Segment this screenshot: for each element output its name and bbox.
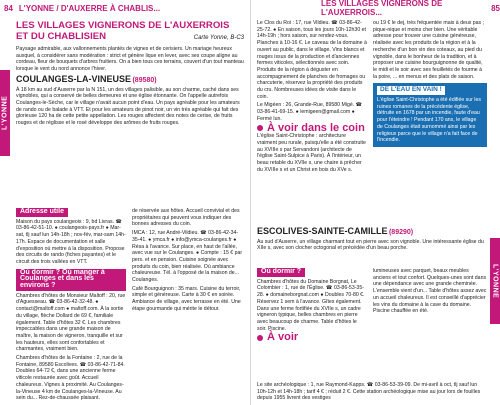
a-voir-title: À voir: [267, 331, 299, 344]
right-column-2: [373, 20, 487, 147]
eglise-entry: L'église Saint-Christophe : architecture vraiment peu rurale, puisqu'elle a été construite au XVIIIe s par Servandoni (architecte de l'église Saint-Sulpice à Paris). À l'intérieur, un beau retable du XVIIe s, une chaire à prêcher du XVIIIe s et un Christ en bois du XVe s.: [257, 133, 366, 173]
voir-coin-heading: [257, 121, 367, 134]
site-archeo-entry: Le site archéologique : 1, rue Raymond-Kapps. ☎ 03-86-53-39-09. De mi-avril à oct, tlj sauf lun 10h-12h et 14h-18h ; tarif 4 € ; réduit 2 €. Cette station archéologique mise au jour lors de fouilles depuis 1955 livrent des vestiges: [257, 382, 481, 402]
adresse-utile-heading: Adresse utile: [16, 208, 68, 217]
left-side-tab: L'YONNE: [0, 70, 10, 156]
left-page-number: 84: [4, 3, 13, 13]
town2-postcode: (89290): [388, 229, 414, 236]
arrow-bullet-icon: [257, 335, 263, 341]
town-name: COULANGES-LA-VINEUSE: [16, 73, 132, 84]
left-header: [0, 0, 250, 16]
info-box-heading: DE L'EAU EN VAIN !: [377, 86, 445, 95]
restaurant-continued: ou 19 € le dej, très fréquentée mais à deux pas ; pique-nique et moins cher bien. Une véritable adresse pour trouver une cuisine généreuse, réalisée avec les produits de la région et à la recherche d'un bon vin des coteaux, au pied du vignoble, dans le bonheur de la tradition, et à proposer une cuisine bourguignonne de qualité, le midi et le soir avec ses feuilletés de fourme à la poire, ... en menus et des plats de saison.: [373, 20, 485, 80]
dormir-item: Chambres d'hôtes de Monsieur Maltoff : 20, rue d'Aguesseau. ☎ 03-86-42-32-48. ● contact@maltoff.com ● maltoff.com. À la sortie du village, flèche Dollard de 69 €, familiale également. Table d'hôtes 32 €. Les chambres impeccables dans une grande maison de maître, la maison de vigneron, tranquille et sur les hauteurs, elles sont confortables et charmantes, vraiment bien.: [16, 292, 126, 353]
voir-coin-title: À voir dans le coin: [267, 121, 365, 134]
town2-name: ESCOLIVES-SAINTE-CAMILLE: [257, 226, 388, 236]
left-column-2: [132, 208, 244, 315]
clos-du-roi-entry: Le Clos du Roi : 17, rue Vildieu. ☎ 03-86-42-25-72. ● En saison, tous les jours 10h-12h30 et 14h-19h ; hors saison, sur rendez-vous. Planches à 10-16 €. Le caveau de la domaine à ouvert au public, dans le village. Vins blancs et rouges issus de la production et d'anciennes fermes viticoles, sélectionnés avec soin. Produits de la région à déguster en accompagnement de planches de fromages ou charcuterie, réservez la propriété des produits du cru. Nombreuses idées de visite dans le coin.: [257, 20, 367, 100]
arrow-bullet-icon: [257, 125, 263, 131]
right-header: [251, 0, 500, 16]
right-side-tab: L'YONNE: [490, 238, 500, 324]
borgnat-entry: Chambres d'hôtes du Domaine Borgnat, Le Colombier : 1, rue de l'Église. ☎ 03-86-53-35-28. ● domaineborgnat.com ● Doubles 70-80 €. Réservez 1 sem à l'avance. Gîtes également. Dans une ferme fortifiée du XVIIe s, un cadre vigneron typique, belles chambres en pierre avec beaucoup de charme. Table d'hôtes le soir. Piscine.: [257, 278, 365, 332]
site-archeo-block: [257, 382, 487, 404]
map-reference: Carte Yonne, B-C3: [193, 35, 244, 41]
right-bottom-col-1: [257, 268, 367, 344]
col2-paragraph: IMCA : 12, rue André-Vildieu. ☎ 03-86-42-34-35-41. ● ymca.fr ● info@ymca-coulanges.fr ● Résa à l'avance. Sur place, en haut de l'allée, avec vue sur le Coulanges. ● Compte : 15 € par pers. et en pension. Cuisine soignée avec produits du coin, bien réalisée. Où ambiance chaleureuse. Tél. à l'opposé de la maison de... Coulanges.: [132, 230, 243, 284]
right-bottom-col-2: [373, 268, 487, 317]
adresse-utile-text: Maison du pays coulangeois : 9, bd Livras. ☎ 03-86-42-51-10. ● coulangeois-pays.fr ● Mar-sat, tlj sauf lun 14h-18h ; nov-fév, mar-sam 14h-17h. Espace de documentation et salle d'exposition où mettre à la disposition. Propose des circuits de rando (fiches payantes) et le circuit des trois vallées en VTT.: [16, 218, 126, 265]
intro-paragraph: Paysage admirable, aux vallonnements plantés de vignes et de cerisiers. Un mariage heureux auxquel, à considérer sans modération : strict et génère lique en lever, avec ses coupe aligne au cordeau, fleur de bouquets d'arbres fruitiers. On a bien tous ces terrains, couvert d'un tout manteau lorsque le vent du nord annonce l'hiver.: [16, 46, 244, 73]
dormir-item: Chambres d'hôtes de la Fontaine : 2, rue de la Fontaine, 89580 Escolives. ☎ 03-86-42-71-84. Doubles 64-72 €, dans une ancienne ferme viticole restaurée avec goût. Accueil chaleureux. Vignes à proximité. Au Coulanges-la-Vineuse 4 km de Coulanges-la-Vineuse. Au sein du... Rez-de-chaussée plaisant.: [16, 355, 125, 402]
migeen-entry: Le Migéen : 26, Grande-Rue, 89580 Migé. ☎ 03-86-41-69-15. ● lemigeen@gmail.com ● Fermé lun.: [257, 102, 363, 122]
info-box-text: L'église Saint-Christophe a été édifiée sur les ruines romanes de la précédente église, détruite en 1678 par un incendie, faute d'eau pour l'éteindre ! Pendant 170 ans, le village de Coulanges était surnommé ainsi par les religieux parce que le village n'a fait face de l'incendie.: [377, 97, 481, 144]
a-voir-heading: [257, 331, 367, 344]
ou-dormir-heading: Où dormir ?: [257, 268, 305, 277]
town-postcode: (89580): [132, 76, 157, 84]
col2-paragraph: Café Bourguignon : 35 mars. Cuisine du terroir, simple et généreuse. Carte à 30 € en soirée. Ambiance de village, avec terrasse en été. Une étape gourmande qui mérite le détour.: [132, 285, 241, 312]
col2-paragraph: de réservée aux hôtes. Accueil convivial et des propriétaires qui peuvent vous indiquer des bonnes adresses du coin.: [132, 208, 240, 228]
section-title-line1: LES VILLAGES VIGNERONS DE L'AUXERROIS: [16, 20, 230, 31]
dormir-manger-heading: Où dormir ? Où manger à Coulanges et dans les environs ?: [16, 269, 126, 291]
info-box: [373, 83, 487, 147]
left-column-1: [16, 208, 126, 404]
town-description: À 18 km au sud d'Auxerre par la N 151, un des villages palisible, au son charme, caché dans ses vignobles, qui a conservé de belles demeures et une église étonnante. On l'appelle autrefois Coulanges-le-Sèche, car le village n'avait aucun point d'eau. Un pays agréable pour les amateurs de rando ou de balade à VTT. Et pour les amateurs de pinot noir, un vin très agréable qui fait des glorieuse 120 ha de cette petite appellation. Les rouges affectent des notes de cerise, de fruits rouges et de réglisse et le rosé développe des arômes de fruits rouges.: [16, 86, 240, 127]
left-title-block: [16, 20, 244, 129]
left-running-head: L'YONNE / D'AUXERRE À CHABLIS...: [18, 3, 161, 13]
section-title-line2: ET DU CHABLISIEN: [16, 31, 107, 42]
borgnat-continued: lumineuses avec parquet, beaux meubles anciens et tout confort. Quelques-unes sont dans une dépendance avec une grande cheminée. L'ensemble vient d'un... Table d'hôtes assez avec un accueil chaleureux. Il est conseillé d'apprécier les vins du domaine à la cave du domaine. Piscine chauffée en été.: [373, 268, 487, 315]
right-running-head: LES VILLAGES VIGNERONS DE L'AUXERROIS...: [321, 0, 443, 17]
town2-description: Au sud d'Auxerre, un village charmant tout en pierre avec son vignoble. Une intéressante église du XIIe s, avec son clocher octogonal et précédée d'un beau porche.: [257, 238, 484, 252]
escolives-block: [257, 228, 487, 254]
right-page-number: 85: [491, 3, 500, 13]
right-column-1: [257, 20, 367, 175]
right-page: [250, 0, 500, 405]
